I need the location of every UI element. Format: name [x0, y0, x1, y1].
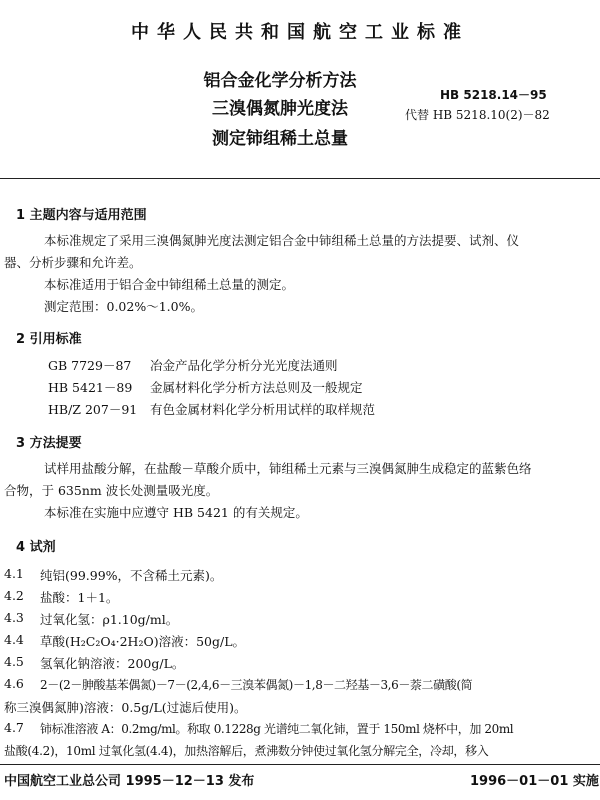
- reference-code: GB 7729－87: [48, 358, 132, 373]
- section-3-paragraph-1a: 试样用盐酸分解，在盐酸－草酸介质中，铈组稀土元素与三溴偶氮胂生成稳定的蓝紫色络: [44, 461, 532, 476]
- reagent-text: 草酸(H₂C₂O₄·2H₂O)溶液：50g/L。: [40, 634, 246, 649]
- reagent-text: 2－(2－胂酸基苯偶氮)－7－(2,4,6－三溴苯偶氮)－1,8－二羟基－3,6－萘二磺酸(简: [40, 678, 473, 692]
- document-title-line-2: 三溴偶氮胂光度法: [212, 99, 348, 119]
- reagent-text: 过氧化氢：ρ1.10g/ml。: [40, 612, 179, 627]
- reagent-number: 4.7: [4, 720, 24, 735]
- header-divider: [0, 178, 600, 179]
- footer-divider: [0, 764, 600, 765]
- effective-date: 1996－01－01 实施: [470, 774, 599, 789]
- document-title-line-1: 铝合金化学分析方法: [203, 71, 357, 91]
- reagent-text: 铈标准溶液 A：0.2mg/ml。称取 0.1228g 光谱纯二氧化铈，置于 150ml 烧杯中，加 20ml: [40, 722, 514, 736]
- reagent-number: 4.4: [4, 632, 24, 647]
- reference-name: 冶金产品化学分析分光光度法通则: [150, 358, 338, 373]
- section-1-paragraph-1b: 器、分析步骤和允许差。: [4, 255, 142, 270]
- section-3-paragraph-2: 本标准在实施中应遵守 HB 5421 的有关规定。: [44, 505, 308, 520]
- section-1-paragraph-3: 测定范围：0.02%～1.0%。: [44, 299, 203, 314]
- section-1-heading: 1 主题内容与适用范围: [16, 208, 147, 223]
- reagent-number: 4.3: [4, 610, 24, 625]
- issue-info: 中国航空工业总公司 1995－12－13 发布: [4, 774, 255, 789]
- reagent-text-continued: 称三溴偶氮胂)溶液：0.5g/L(过滤后使用)。: [4, 700, 247, 715]
- section-2-heading: 2 引用标准: [16, 332, 82, 347]
- reagent-number: 4.5: [4, 654, 24, 669]
- section-1-paragraph-1a: 本标准规定了采用三溴偶氮胂光度法测定铝合金中铈组稀土总量的方法提要、试剂、仪: [44, 233, 520, 248]
- section-4-heading: 4 试剂: [16, 540, 56, 555]
- section-3-heading: 3 方法提要: [16, 436, 82, 451]
- reference-name: 有色金属材料化学分析用试样的取样规范: [150, 402, 376, 417]
- reference-code: HB 5421－89: [48, 380, 133, 395]
- section-1-paragraph-2: 本标准适用于铝合金中铈组稀土总量的测定。: [44, 277, 295, 292]
- reagent-number: 4.1: [4, 566, 24, 581]
- document-title-line-3: 测定铈组稀土总量: [212, 129, 348, 149]
- reagent-number: 4.2: [4, 588, 24, 603]
- reference-name: 金属材料化学分析方法总则及一般规定: [150, 380, 363, 395]
- reagent-text: 盐酸：1＋1。: [40, 590, 119, 605]
- reference-code: HB/Z 207－91: [48, 402, 138, 417]
- replaces-standard: 代替 HB 5218.10(2)－82: [405, 108, 550, 122]
- reagent-text: 纯铝(99.99%，不含稀土元素)。: [40, 568, 223, 583]
- section-3-paragraph-1b: 合物，于 635nm 波长处测量吸光度。: [4, 483, 219, 498]
- reagent-text: 氢氧化钠溶液：200g/L。: [40, 656, 185, 671]
- standard-header-title: 中华人民共和国航空工业标准: [131, 22, 469, 43]
- standard-code: HB 5218.14－95: [440, 88, 547, 102]
- reagent-number: 4.6: [4, 676, 24, 691]
- reagent-text-continued: 盐酸(4.2)，10ml 过氧化氢(4.4)，加热溶解后，煮沸数分钟使过氧化氢分解完全，冷却，移入: [4, 744, 489, 758]
